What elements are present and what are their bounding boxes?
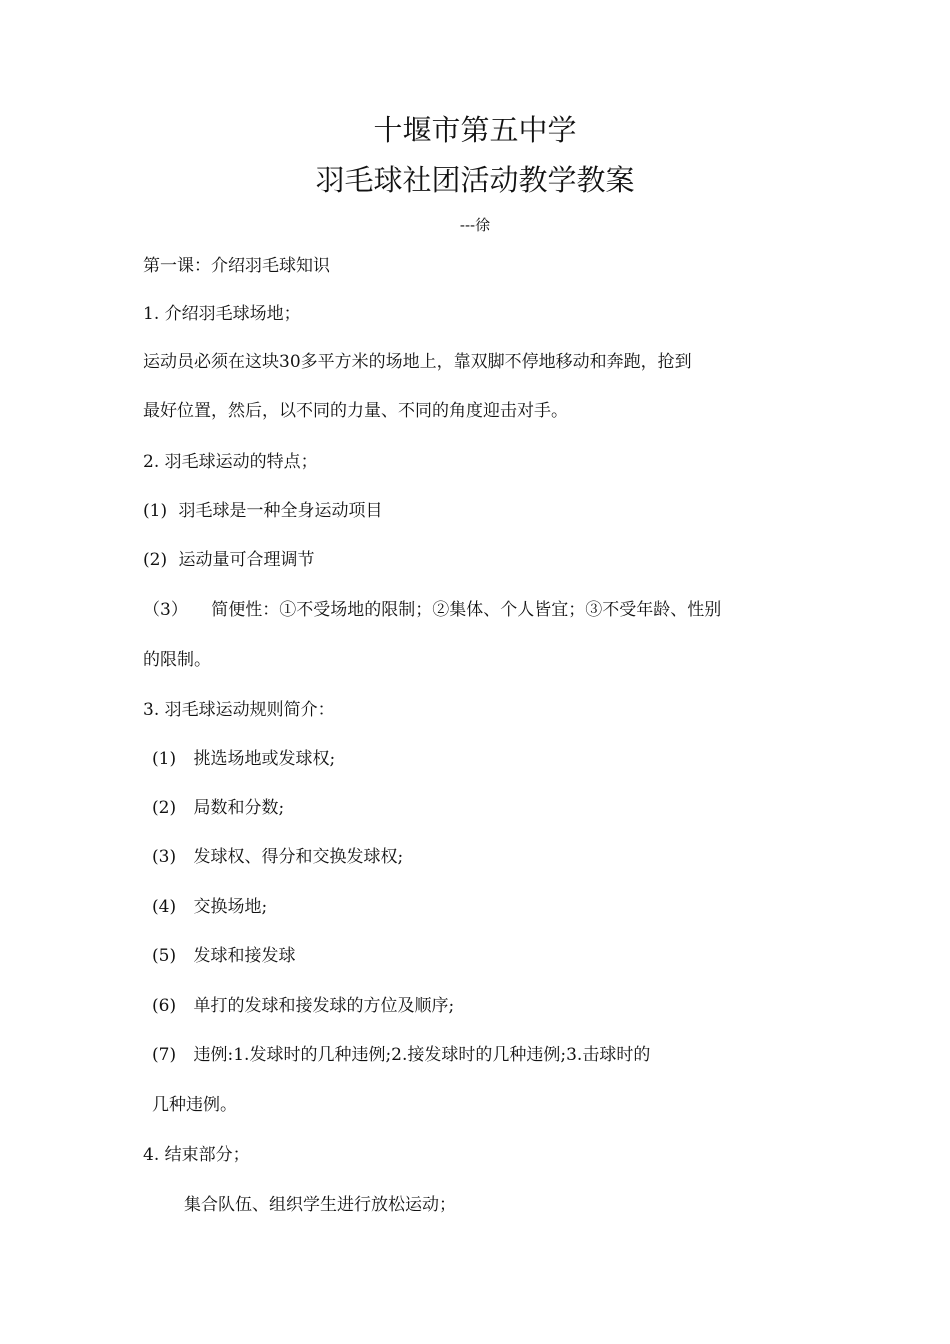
list-item-number: (4) bbox=[152, 897, 177, 917]
list-item-number: (6) bbox=[152, 996, 177, 1016]
list-item-number: （3） bbox=[143, 600, 188, 620]
list-item-text: 单打的发球和接发球的方位及顺序; bbox=[193, 996, 455, 1016]
list-item-text: 发球权、得分和交换发球权; bbox=[193, 847, 404, 867]
list-item bbox=[143, 597, 721, 623]
list-item-number: (5) bbox=[152, 946, 177, 966]
section-4-heading: 4. 结束部分； bbox=[143, 1145, 250, 1165]
section-3-heading: 3. 羽毛球运动规则简介： bbox=[143, 700, 335, 720]
list-item-number: (2) bbox=[143, 550, 168, 570]
list-item-text: 发球和接发球 bbox=[193, 946, 296, 966]
list-item bbox=[152, 993, 454, 1019]
section-1-paragraph-line-2: 最好位置，然后，以不同的力量、不同的角度迎击对手。 bbox=[143, 401, 568, 421]
list-item bbox=[152, 894, 267, 920]
lesson-plan-title: 羽毛球社团活动教学教案 bbox=[315, 163, 635, 197]
list-item bbox=[152, 943, 296, 969]
lesson-heading: 第一课：介绍羽毛球知识 bbox=[143, 256, 330, 276]
list-item bbox=[143, 547, 315, 573]
list-item-text: 交换场地; bbox=[193, 897, 268, 917]
list-item-text: 羽毛球是一种全身运动项目 bbox=[178, 501, 383, 521]
list-item-text: 违例:1.发球时的几种违例;2.接发球时的几种违例;3.击球时的 bbox=[193, 1045, 651, 1065]
section-1-paragraph-line-1: 运动员必须在这块30多平方米的场地上，靠双脚不停地移动和奔跑，抢到 bbox=[143, 352, 692, 372]
list-item bbox=[152, 844, 403, 870]
list-item-continuation: 几种违例。 bbox=[152, 1095, 237, 1115]
list-item-text: 简便性：①不受场地的限制；②集体、个人皆宜；③不受年龄、性别 bbox=[211, 600, 722, 620]
list-item-text: 挑选场地或发球权; bbox=[193, 749, 336, 769]
list-item-continuation: 的限制。 bbox=[143, 650, 211, 670]
list-item-text: 运动量可合理调节 bbox=[178, 550, 315, 570]
list-item bbox=[152, 795, 284, 821]
list-item bbox=[143, 498, 383, 524]
section-4-body: 集合队伍、组织学生进行放松运动； bbox=[184, 1195, 456, 1215]
section-1-heading: 1. 介绍羽毛球场地； bbox=[143, 304, 301, 324]
list-item-number: (7) bbox=[152, 1045, 177, 1065]
section-2-heading: 2. 羽毛球运动的特点； bbox=[143, 452, 318, 472]
author-line: ---徐 bbox=[459, 216, 491, 234]
list-item-number: (3) bbox=[152, 847, 177, 867]
school-title: 十堰市第五中学 bbox=[373, 113, 577, 147]
list-item-number: (2) bbox=[152, 798, 177, 818]
list-item bbox=[152, 746, 335, 772]
list-item-number: (1) bbox=[143, 501, 168, 521]
list-item-number: (1) bbox=[152, 749, 177, 769]
list-item-text: 局数和分数; bbox=[193, 798, 285, 818]
list-item bbox=[152, 1042, 650, 1068]
